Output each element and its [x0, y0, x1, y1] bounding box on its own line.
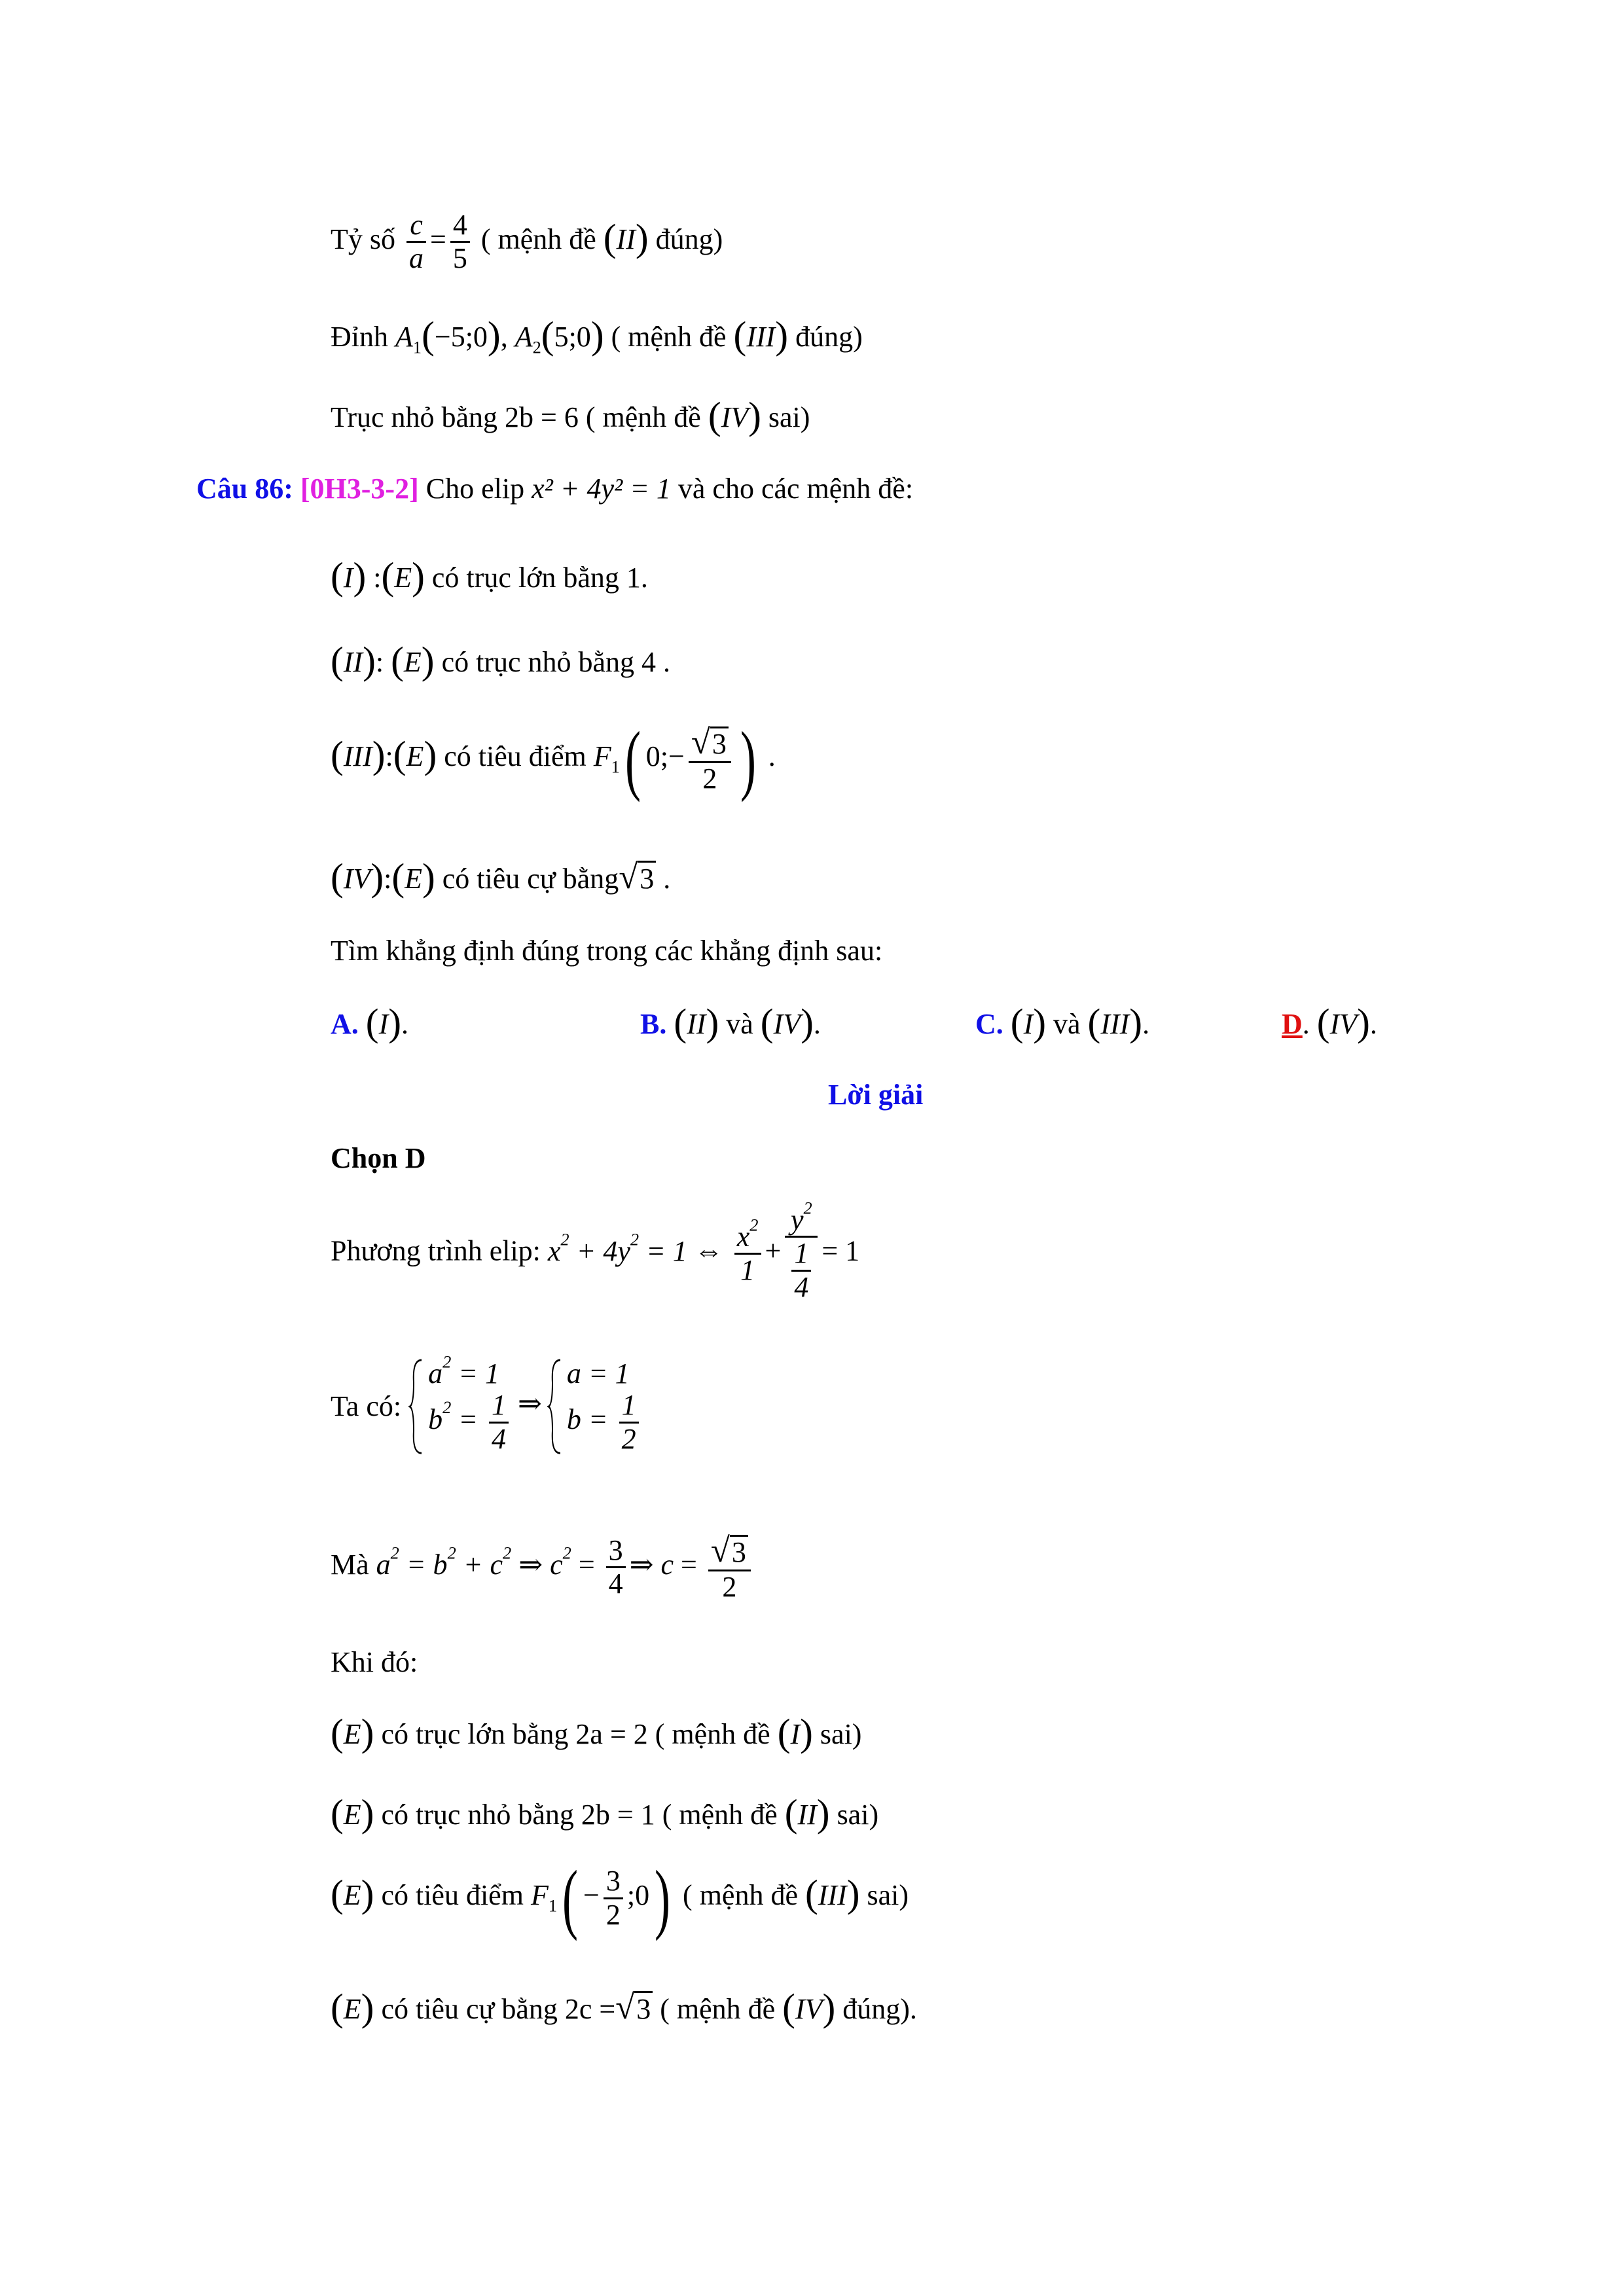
vertex-a1-val: −5;0 — [434, 321, 488, 353]
s2-prop: II — [797, 1799, 817, 1831]
option-b-val2: IV — [773, 1008, 801, 1040]
prop-3: (III):(E) có tiêu điểm $F_1$( 0;− $\frac{√3}{2}$ ) . — [331, 715, 776, 802]
prop2-e: E — [403, 646, 422, 678]
eq-prefix: Phương trình elip: — [331, 1234, 541, 1267]
minor-prop: IV — [721, 401, 749, 433]
option-d-label: D — [1282, 1008, 1303, 1040]
ratio-den: a — [409, 242, 424, 275]
s1-prop: I — [790, 1718, 801, 1750]
solution-step-3: (E) có tiêu điểm $F_1$( − $\frac{3}{2}$ ;0) ( mệnh đề (III) sai) — [331, 1854, 909, 1941]
vertex-a1: A — [395, 321, 413, 353]
s4-text: có tiêu cự bằng — [381, 1993, 558, 2025]
vertex-a2-sub: 2 — [532, 337, 541, 357]
prop2-text: có trục nhỏ bằng — [441, 646, 635, 678]
vertex-suffix: ( mệnh đề — [611, 321, 727, 353]
prop3-den: 2 — [702, 762, 717, 795]
minor-axis-line: Trục nhỏ bằng 2b = 6 ( mệnh đề (IV) sai) — [331, 394, 810, 437]
prop2-val: 4 — [641, 646, 657, 678]
s4-end: đúng). — [842, 1993, 917, 2025]
prop3-sqrt: 3 — [710, 726, 729, 760]
vertex-prefix: Đỉnh — [331, 321, 388, 353]
ta-co-label: Ta có: — [331, 1390, 402, 1422]
prop3-sub: 1 — [611, 757, 620, 777]
ma-label: Mà — [331, 1548, 369, 1581]
option-a-label: A. — [331, 1008, 359, 1040]
question-text-after: và cho các mệnh đề: — [677, 473, 914, 505]
option-c-val1: I — [1023, 1008, 1034, 1040]
option-b-val1: II — [687, 1008, 706, 1040]
ratio-fraction — [406, 209, 426, 275]
s3-menh-de: ( mệnh đề — [683, 1879, 798, 1912]
s1-expr: 2a = 2 — [575, 1718, 648, 1750]
minor-end: sai) — [768, 401, 810, 433]
ratio-line: Tỷ số $\frac{c}{a}$ = $\frac{4}{5}$ ( mệnh đề (II) đúng) — [331, 209, 723, 275]
s1-e: E — [343, 1718, 361, 1750]
s3-text: có tiêu điểm — [381, 1879, 524, 1912]
ratio-val-num: 4 — [450, 209, 470, 243]
s3-prop: III — [818, 1879, 847, 1912]
question-equation: x² + 4y² = 1 — [532, 473, 671, 505]
option-c-and: và — [1053, 1008, 1081, 1040]
option-b-and: và — [726, 1008, 753, 1040]
ratio-value — [450, 209, 470, 275]
s4-prop: IV — [795, 1993, 823, 2025]
khi-do-line: Khi đó: — [331, 1646, 418, 1678]
system-squares: $a^2 = 1$ $b^2$ = $\frac{1}{4}$ — [408, 1358, 513, 1455]
option-c-val2: III — [1100, 1008, 1130, 1040]
solution-step-2: (E) có trục nhỏ bằng 2b = 1 ( mệnh đề (II) sai) — [331, 1791, 879, 1835]
vertex-a2: A — [514, 321, 533, 353]
system-values: a = 1 b = $\frac{1}{2}$ — [547, 1358, 643, 1455]
prop3-text: có tiêu điểm — [444, 740, 586, 773]
ratio-num: c — [406, 209, 426, 243]
option-d-val: IV — [1329, 1008, 1358, 1040]
s1-text: có trục lớn bằng — [381, 1718, 569, 1750]
minor-prefix: Trục nhỏ bằng — [331, 401, 498, 433]
ratio-suffix: ( mệnh đề — [480, 223, 596, 255]
s1-menh-de: ( mệnh đề — [655, 1718, 770, 1750]
prop-4: (IV):(E) có tiêu cự bằng√3 . — [331, 855, 671, 899]
prop4-e: E — [405, 863, 422, 895]
question-label: Câu 86: — [196, 473, 293, 505]
vertex-prop: III — [746, 321, 776, 353]
ratio-prefix: Tỷ số — [331, 223, 395, 255]
s3-end: sai) — [867, 1879, 909, 1912]
vertex-line: Đỉnh $A_1(-5;0)$, $A_2(5;0)$ ( mệnh đề (III) đúng) — [331, 314, 863, 357]
option-b: B. (II) và (IV). — [640, 1001, 821, 1044]
prop3-point: F — [593, 740, 611, 773]
s1-end: sai) — [820, 1718, 862, 1750]
option-a: A. (I). — [331, 1001, 408, 1044]
prop1-e: E — [394, 562, 412, 594]
prop1-text: có trục lớn bằng 1 — [431, 562, 641, 594]
prop2-label: II — [343, 646, 363, 678]
solution-heading: Lời giải — [828, 1079, 924, 1111]
ma-line: Mà $a^2 = b^2 + c^2$ ⇒ $c^2$ = $\frac{3}{4}$ ⇒ c = $\frac{√3}{2}$ — [331, 1532, 755, 1603]
option-b-label: B. — [640, 1008, 667, 1040]
s2-menh-de: ( mệnh đề — [662, 1799, 778, 1831]
ratio-prop: II — [616, 223, 636, 255]
option-a-val: I — [378, 1008, 389, 1040]
ta-co-line: Ta có: $a^2 = 1$ $b^2$ = $\frac{1}{4}$ ⇒ a = 1 b = $\frac{1}{2}$ — [331, 1358, 643, 1455]
s4-e: E — [343, 1993, 361, 2025]
prop4-label: IV — [343, 863, 371, 895]
vertex-end: đúng) — [795, 321, 863, 353]
find-line: Tìm khẳng định đúng trong các khẳng định sau: — [331, 935, 883, 967]
s2-e: E — [343, 1799, 361, 1831]
s4-expr: 2c = — [564, 1993, 616, 2025]
ratio-val-den: 5 — [452, 242, 467, 275]
question-text-before: Cho elip — [425, 473, 525, 505]
s2-end: sai) — [837, 1799, 879, 1831]
prop3-fraction: $\frac{√3}{2}$ — [689, 723, 731, 795]
ellipse-equation-line: Phương trình elip: $x^2 + 4y^2 = 1$ ⇔ $\frac{x^2}{1}$ + $\frac{y^2}{\frac{1}{4}}$ = 1 — [331, 1198, 860, 1303]
prop4-sqrt: 3 — [638, 861, 656, 896]
prop3-label: III — [343, 740, 372, 773]
ratio-end: đúng) — [655, 223, 723, 255]
option-c-label: C. — [975, 1008, 1003, 1040]
prop-1: (I) :(E) có trục lớn bằng 1. — [331, 554, 648, 598]
question-code: [0H3-3-2] — [300, 473, 419, 505]
vertex-a2-val: 5;0 — [554, 321, 591, 353]
solution-choice: Chọn D — [331, 1142, 426, 1174]
s2-expr: 2b = 1 — [581, 1799, 655, 1831]
solution-step-1: (E) có trục lớn bằng 2a = 2 ( mệnh đề (I) sai) — [331, 1711, 862, 1754]
minor-suffix: ( mệnh đề — [585, 401, 701, 433]
s4-menh-de: ( mệnh đề — [660, 1993, 776, 2025]
prop3-coord: 0;− — [645, 740, 685, 773]
s2-text: có trục nhỏ bằng — [381, 1799, 574, 1831]
vertex-a1-sub: 1 — [412, 337, 422, 357]
prop3-e: E — [406, 740, 424, 773]
question-header — [196, 473, 913, 506]
solution-step-4: (E) có tiêu cự bằng 2c =√3 ( mệnh đề (IV) đúng). — [331, 1986, 917, 2029]
prop4-text: có tiêu cự bằng — [442, 863, 619, 895]
prop1-label: I — [343, 562, 353, 594]
prop-2: (II): (E) có trục nhỏ bằng 4 . — [331, 639, 671, 682]
s3-e: E — [343, 1879, 361, 1912]
minor-expr: 2b = 6 — [505, 401, 579, 433]
option-d: D. (IV). — [1282, 1001, 1377, 1044]
option-c: C. (I) và (III). — [975, 1001, 1150, 1044]
